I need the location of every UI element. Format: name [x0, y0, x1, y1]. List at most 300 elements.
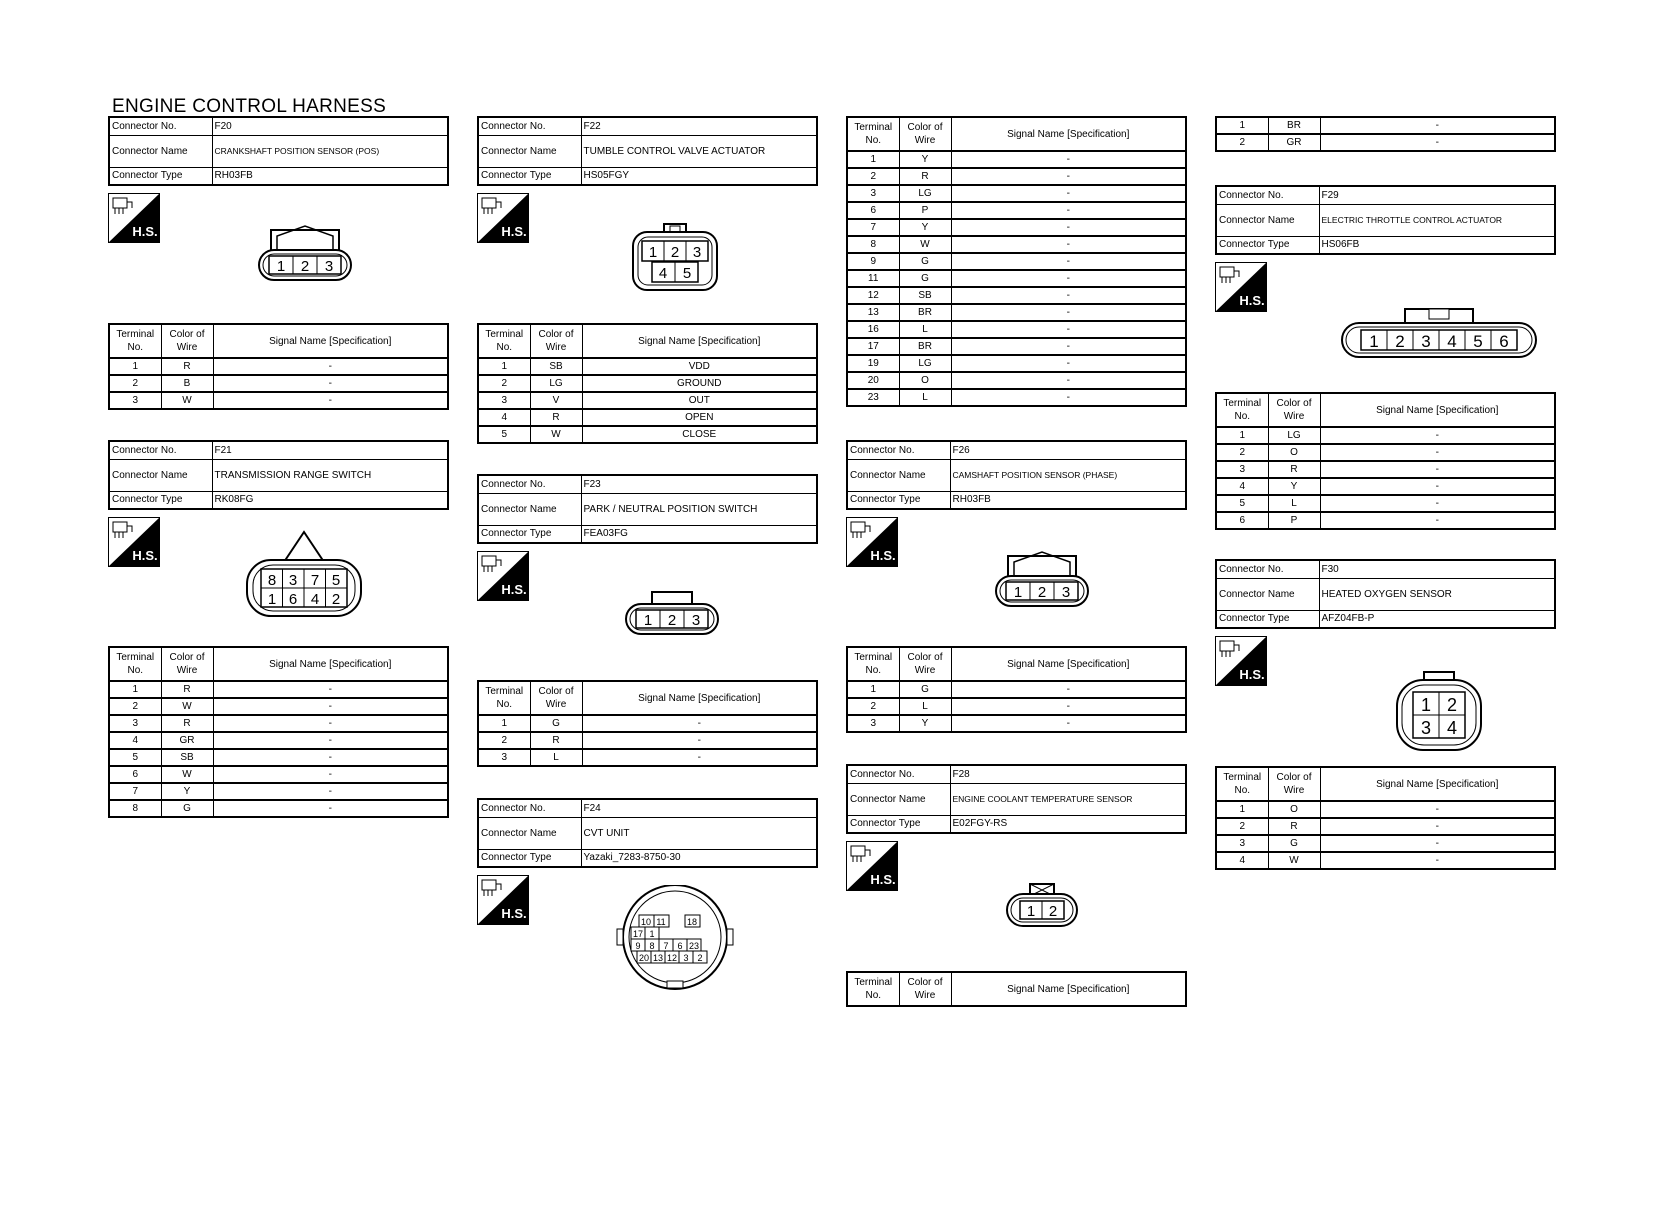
signal-cell: -	[213, 681, 448, 698]
terminal-cell: 19	[847, 355, 899, 372]
signal-cell: -	[951, 698, 1186, 715]
header-signal-name: Signal Name [Specification]	[951, 972, 1186, 1006]
wire-color-cell: SB	[899, 287, 951, 304]
terminal-table-f24	[846, 116, 1187, 407]
terminal-cell: 3	[847, 185, 899, 202]
wire-color-cell: Y	[899, 151, 951, 168]
terminal-cell: 3	[1216, 461, 1268, 478]
wire-color-cell: L	[899, 389, 951, 406]
signal-cell: -	[582, 732, 817, 749]
pin-label: 20	[638, 953, 650, 963]
signal-cell: -	[1320, 444, 1555, 461]
terminal-cell: 5	[478, 426, 530, 443]
terminal-cell: 4	[1216, 478, 1268, 495]
header-terminal-no: Terminal No.	[478, 681, 530, 715]
terminal-cell: 5	[109, 749, 161, 766]
header-color-of-wire: Color of Wire	[1268, 767, 1320, 801]
connector-name-value: TUMBLE CONTROL VALVE ACTUATOR	[581, 135, 817, 167]
table-row	[109, 800, 448, 817]
table-row	[109, 715, 448, 732]
label-connector-type: Connector Type	[1216, 236, 1319, 254]
terminal-table-f20	[108, 323, 449, 410]
terminal-cell: 2	[109, 375, 161, 392]
signal-cell: -	[582, 749, 817, 766]
wire-color-cell: G	[1268, 835, 1320, 852]
wire-color-cell: LG	[530, 375, 582, 392]
signal-cell: VDD	[582, 358, 817, 375]
pin-label: 3	[683, 953, 689, 963]
terminal-cell: 2	[1216, 444, 1268, 461]
hs-badge-icon	[846, 841, 898, 891]
hs-badge-icon	[1215, 636, 1267, 686]
pin-label: 4	[658, 265, 668, 282]
terminal-cell: 6	[1216, 512, 1268, 529]
pin-label: 1	[1369, 332, 1379, 351]
terminal-cell: 16	[847, 321, 899, 338]
label-connector-no: Connector No.	[109, 117, 212, 135]
table-row	[478, 715, 817, 732]
label-connector-name: Connector Name	[478, 135, 581, 167]
terminal-cell: 20	[847, 372, 899, 389]
signal-cell: -	[213, 392, 448, 409]
pin-label: 18	[686, 917, 698, 927]
connector-f24-info	[477, 798, 818, 868]
connector-f21-diagram	[244, 530, 364, 620]
terminal-cell: 17	[847, 338, 899, 355]
signal-cell: -	[951, 304, 1186, 321]
wire-color-cell: W	[161, 766, 213, 783]
pin-label: 1	[1013, 584, 1023, 601]
hs-label: H.S.	[1239, 293, 1265, 308]
connector-f26-info	[846, 440, 1187, 510]
connector-f30-diagram	[1394, 670, 1484, 754]
wire-color-cell: R	[161, 715, 213, 732]
label-connector-name: Connector Name	[478, 817, 581, 849]
table-row	[847, 321, 1186, 338]
hs-badge-icon	[1215, 262, 1267, 312]
wire-color-cell: LG	[1268, 427, 1320, 444]
connector-type-value: AFZ04FB-P	[1319, 610, 1555, 628]
label-connector-name: Connector Name	[109, 459, 212, 491]
table-row	[847, 270, 1186, 287]
header-signal-name: Signal Name [Specification]	[1320, 767, 1555, 801]
table-row	[109, 681, 448, 698]
connector-no-value: F29	[1319, 186, 1555, 204]
header-color-of-wire: Color of Wire	[161, 324, 213, 358]
terminal-cell: 1	[109, 358, 161, 375]
connector-type-value: RH03FB	[950, 491, 1186, 509]
table-row	[1216, 444, 1555, 461]
table-row	[847, 304, 1186, 321]
terminal-cell: 1	[1216, 801, 1268, 818]
terminal-cell: 12	[847, 287, 899, 304]
pin-label: 1	[276, 258, 286, 275]
table-row	[1216, 461, 1555, 478]
signal-cell: -	[1320, 134, 1555, 151]
label-connector-type: Connector Type	[847, 491, 950, 509]
pin-label: 2	[1446, 695, 1458, 715]
connector-type-value: Yazaki_7283-8750-30	[581, 849, 817, 867]
terminal-cell: 13	[847, 304, 899, 321]
label-connector-name: Connector Name	[109, 135, 212, 167]
connector-f26-diagram	[992, 548, 1092, 610]
wire-color-cell: GR	[161, 732, 213, 749]
hs-label: H.S.	[870, 872, 896, 887]
connector-name-value: TRANSMISSION RANGE SWITCH	[212, 459, 448, 491]
label-connector-name: Connector Name	[1216, 578, 1319, 610]
table-row	[1216, 427, 1555, 444]
signal-cell: -	[1320, 818, 1555, 835]
signal-cell: -	[1320, 835, 1555, 852]
header-terminal-no: Terminal No.	[109, 324, 161, 358]
hs-badge-icon	[477, 193, 529, 243]
label-connector-no: Connector No.	[109, 441, 212, 459]
label-connector-type: Connector Type	[109, 491, 212, 509]
hs-label: H.S.	[501, 582, 527, 597]
wire-color-cell: SB	[530, 358, 582, 375]
connector-no-value: F22	[581, 117, 817, 135]
pin-label: 2	[1048, 903, 1058, 920]
wire-color-cell: L	[530, 749, 582, 766]
connector-f22-info	[477, 116, 818, 186]
hs-label: H.S.	[132, 224, 158, 239]
signal-cell: -	[951, 151, 1186, 168]
terminal-cell: 2	[478, 375, 530, 392]
pin-label: 1	[648, 244, 658, 261]
terminal-table-f26	[846, 646, 1187, 733]
label-connector-no: Connector No.	[1216, 186, 1319, 204]
wire-color-cell: B	[161, 375, 213, 392]
terminal-table-f22	[477, 323, 818, 444]
terminal-cell: 8	[847, 236, 899, 253]
terminal-cell: 8	[109, 800, 161, 817]
pin-label: 7	[310, 572, 320, 589]
signal-cell: -	[951, 715, 1186, 732]
signal-cell: -	[213, 715, 448, 732]
signal-cell: -	[951, 372, 1186, 389]
header-color-of-wire: Color of Wire	[899, 117, 951, 151]
terminal-cell: 2	[1216, 818, 1268, 835]
wire-color-cell: P	[899, 202, 951, 219]
table-row	[478, 358, 817, 375]
connector-f30-info	[1215, 559, 1556, 629]
terminal-cell: 2	[847, 168, 899, 185]
signal-cell: -	[1320, 478, 1555, 495]
table-row	[847, 715, 1186, 732]
connector-f24-diagram	[615, 885, 735, 991]
wire-color-cell: G	[161, 800, 213, 817]
terminal-cell: 6	[847, 202, 899, 219]
connector-f20-info	[108, 116, 449, 186]
wire-color-cell: W	[161, 392, 213, 409]
terminal-cell: 1	[847, 681, 899, 698]
table-row	[847, 168, 1186, 185]
connector-type-value: FEA03FG	[581, 525, 817, 543]
table-row	[847, 338, 1186, 355]
pin-label: 2	[670, 244, 680, 261]
table-row	[109, 698, 448, 715]
hs-badge-icon	[108, 193, 160, 243]
signal-cell: -	[582, 715, 817, 732]
connector-no-value: F26	[950, 441, 1186, 459]
wire-color-cell: R	[1268, 461, 1320, 478]
signal-cell: -	[1320, 461, 1555, 478]
terminal-cell: 11	[847, 270, 899, 287]
header-color-of-wire: Color of Wire	[530, 681, 582, 715]
page-title: ENGINE CONTROL HARNESS	[112, 96, 387, 117]
wire-color-cell: Y	[899, 219, 951, 236]
pin-label: 6	[677, 941, 683, 951]
terminal-cell: 23	[847, 389, 899, 406]
label-connector-no: Connector No.	[847, 765, 950, 783]
terminal-cell: 3	[847, 715, 899, 732]
header-terminal-no: Terminal No.	[1216, 767, 1268, 801]
wire-color-cell: O	[1268, 444, 1320, 461]
wire-color-cell: R	[899, 168, 951, 185]
wire-color-cell: G	[530, 715, 582, 732]
label-connector-type: Connector Type	[478, 849, 581, 867]
table-row	[478, 375, 817, 392]
table-row	[847, 681, 1186, 698]
connector-f28-info	[846, 764, 1187, 834]
terminal-cell: 4	[478, 409, 530, 426]
connector-type-value: HS05FGY	[581, 167, 817, 185]
table-row	[109, 749, 448, 766]
wire-color-cell: SB	[161, 749, 213, 766]
header-terminal-no: Terminal No.	[847, 117, 899, 151]
connector-type-value: E02FGY-RS	[950, 815, 1186, 833]
signal-cell: -	[1320, 427, 1555, 444]
pin-label: 3	[692, 244, 702, 261]
pin-label: 8	[649, 941, 655, 951]
connector-type-value: RH03FB	[212, 167, 448, 185]
wire-color-cell: R	[161, 681, 213, 698]
terminal-cell: 3	[109, 715, 161, 732]
connector-no-value: F20	[212, 117, 448, 135]
hs-label: H.S.	[870, 548, 896, 563]
terminal-cell: 1	[1216, 427, 1268, 444]
table-row	[1216, 852, 1555, 869]
signal-cell: -	[951, 236, 1186, 253]
signal-cell: -	[213, 698, 448, 715]
pin-label: 17	[632, 929, 644, 939]
table-row	[478, 409, 817, 426]
signal-cell: -	[951, 202, 1186, 219]
hs-badge-icon	[477, 875, 529, 925]
pin-label: 2	[331, 591, 341, 608]
hs-label: H.S.	[1239, 667, 1265, 682]
signal-cell: -	[1320, 512, 1555, 529]
signal-cell: -	[951, 321, 1186, 338]
hs-badge-icon	[846, 517, 898, 567]
hs-label: H.S.	[501, 224, 527, 239]
pin-label: 5	[1473, 332, 1483, 351]
label-connector-type: Connector Type	[478, 525, 581, 543]
label-connector-type: Connector Type	[478, 167, 581, 185]
terminal-cell: 1	[478, 715, 530, 732]
pin-label: 2	[667, 612, 677, 629]
table-row	[109, 766, 448, 783]
wire-color-cell: Y	[899, 715, 951, 732]
label-connector-no: Connector No.	[1216, 560, 1319, 578]
terminal-cell: 4	[1216, 852, 1268, 869]
signal-cell: -	[213, 783, 448, 800]
table-row	[847, 287, 1186, 304]
table-row	[109, 783, 448, 800]
wire-color-cell: G	[899, 681, 951, 698]
table-row	[847, 372, 1186, 389]
wire-color-cell: G	[899, 253, 951, 270]
pin-label: 4	[1446, 718, 1458, 738]
label-connector-type: Connector Type	[109, 167, 212, 185]
wire-color-cell: V	[530, 392, 582, 409]
wire-color-cell: LG	[899, 185, 951, 202]
terminal-table-f29	[1215, 392, 1556, 530]
pin-label: 1	[649, 929, 655, 939]
wire-color-cell: Y	[161, 783, 213, 800]
header-signal-name: Signal Name [Specification]	[582, 681, 817, 715]
label-connector-no: Connector No.	[478, 799, 581, 817]
signal-cell: -	[1320, 117, 1555, 134]
signal-cell: GROUND	[582, 375, 817, 392]
label-connector-name: Connector Name	[847, 459, 950, 491]
wire-color-cell: BR	[899, 304, 951, 321]
wire-color-cell: O	[1268, 801, 1320, 818]
header-signal-name: Signal Name [Specification]	[951, 647, 1186, 681]
pin-label: 5	[331, 572, 341, 589]
header-terminal-no: Terminal No.	[847, 647, 899, 681]
terminal-table-f23	[477, 680, 818, 767]
wire-color-cell: R	[530, 732, 582, 749]
pin-label: 2	[300, 258, 310, 275]
terminal-table-f30	[1215, 766, 1556, 870]
pin-label: 4	[1447, 332, 1457, 351]
pin-label: 10	[640, 917, 652, 927]
label-connector-no: Connector No.	[478, 475, 581, 493]
terminal-cell: 1	[1216, 117, 1268, 134]
signal-cell: -	[951, 185, 1186, 202]
signal-cell: -	[213, 766, 448, 783]
connector-f22-diagram	[630, 222, 720, 292]
pin-label: 1	[643, 612, 653, 629]
terminal-table-f28-header	[846, 971, 1187, 1007]
terminal-cell: 2	[1216, 134, 1268, 151]
connector-f29-info	[1215, 185, 1556, 255]
header-color-of-wire: Color of Wire	[530, 324, 582, 358]
signal-cell: -	[1320, 801, 1555, 818]
signal-cell: -	[951, 168, 1186, 185]
wire-color-cell: W	[530, 426, 582, 443]
pin-label: 3	[324, 258, 334, 275]
terminal-cell: 7	[847, 219, 899, 236]
wire-color-cell: GR	[1268, 134, 1320, 151]
table-row	[847, 219, 1186, 236]
pin-label: 9	[635, 941, 641, 951]
wire-color-cell: BR	[899, 338, 951, 355]
signal-cell: -	[213, 375, 448, 392]
terminal-cell: 3	[109, 392, 161, 409]
terminal-cell: 2	[478, 732, 530, 749]
table-row	[1216, 495, 1555, 512]
table-row	[1216, 134, 1555, 151]
header-terminal-no: Terminal No.	[847, 972, 899, 1006]
header-signal-name: Signal Name [Specification]	[213, 647, 448, 681]
terminal-cell: 3	[1216, 835, 1268, 852]
label-connector-name: Connector Name	[847, 783, 950, 815]
pin-label: 1	[1026, 903, 1036, 920]
terminal-cell: 9	[847, 253, 899, 270]
pin-label: 2	[1395, 332, 1405, 351]
table-row	[847, 698, 1186, 715]
wire-color-cell: W	[899, 236, 951, 253]
pin-label: 3	[1421, 332, 1431, 351]
table-row	[847, 355, 1186, 372]
terminal-cell: 5	[1216, 495, 1268, 512]
hs-label: H.S.	[132, 548, 158, 563]
label-connector-type: Connector Type	[1216, 610, 1319, 628]
wire-color-cell: R	[161, 358, 213, 375]
table-row	[847, 202, 1186, 219]
label-connector-no: Connector No.	[478, 117, 581, 135]
label-connector-name: Connector Name	[1216, 204, 1319, 236]
terminal-cell: 7	[109, 783, 161, 800]
signal-cell: -	[951, 355, 1186, 372]
connector-f23-diagram	[622, 590, 722, 638]
header-signal-name: Signal Name [Specification]	[582, 324, 817, 358]
pin-label: 6	[288, 591, 298, 608]
pin-label: 3	[691, 612, 701, 629]
signal-cell: -	[951, 219, 1186, 236]
signal-cell: -	[951, 253, 1186, 270]
header-color-of-wire: Color of Wire	[899, 647, 951, 681]
label-connector-type: Connector Type	[847, 815, 950, 833]
connector-name-value: CRANKSHAFT POSITION SENSOR (POS)	[212, 135, 448, 167]
header-color-of-wire: Color of Wire	[161, 647, 213, 681]
table-row	[1216, 117, 1555, 134]
connector-name-value: PARK / NEUTRAL POSITION SWITCH	[581, 493, 817, 525]
table-row	[478, 426, 817, 443]
table-row	[847, 151, 1186, 168]
table-row	[478, 392, 817, 409]
pin-label: 5	[682, 265, 692, 282]
connector-name-value: HEATED OXYGEN SENSOR	[1319, 578, 1555, 610]
pin-label: 6	[1499, 332, 1509, 351]
connector-f21-info	[108, 440, 449, 510]
header-color-of-wire: Color of Wire	[1268, 393, 1320, 427]
pin-label: 3	[288, 572, 298, 589]
header-terminal-no: Terminal No.	[1216, 393, 1268, 427]
wire-color-cell: L	[899, 698, 951, 715]
signal-cell: OPEN	[582, 409, 817, 426]
terminal-cell: 4	[109, 732, 161, 749]
header-terminal-no: Terminal No.	[478, 324, 530, 358]
wire-color-cell: R	[530, 409, 582, 426]
terminal-cell: 2	[109, 698, 161, 715]
pin-label: 2	[697, 953, 703, 963]
header-terminal-no: Terminal No.	[109, 647, 161, 681]
signal-cell: -	[1320, 852, 1555, 869]
pin-label: 1	[1420, 695, 1432, 715]
hs-badge-icon	[477, 551, 529, 601]
table-row	[478, 732, 817, 749]
wire-color-cell: BR	[1268, 117, 1320, 134]
label-connector-no: Connector No.	[847, 441, 950, 459]
signal-cell: -	[951, 681, 1186, 698]
signal-cell: -	[213, 358, 448, 375]
terminal-cell: 3	[478, 749, 530, 766]
label-connector-name: Connector Name	[478, 493, 581, 525]
connector-no-value: F21	[212, 441, 448, 459]
